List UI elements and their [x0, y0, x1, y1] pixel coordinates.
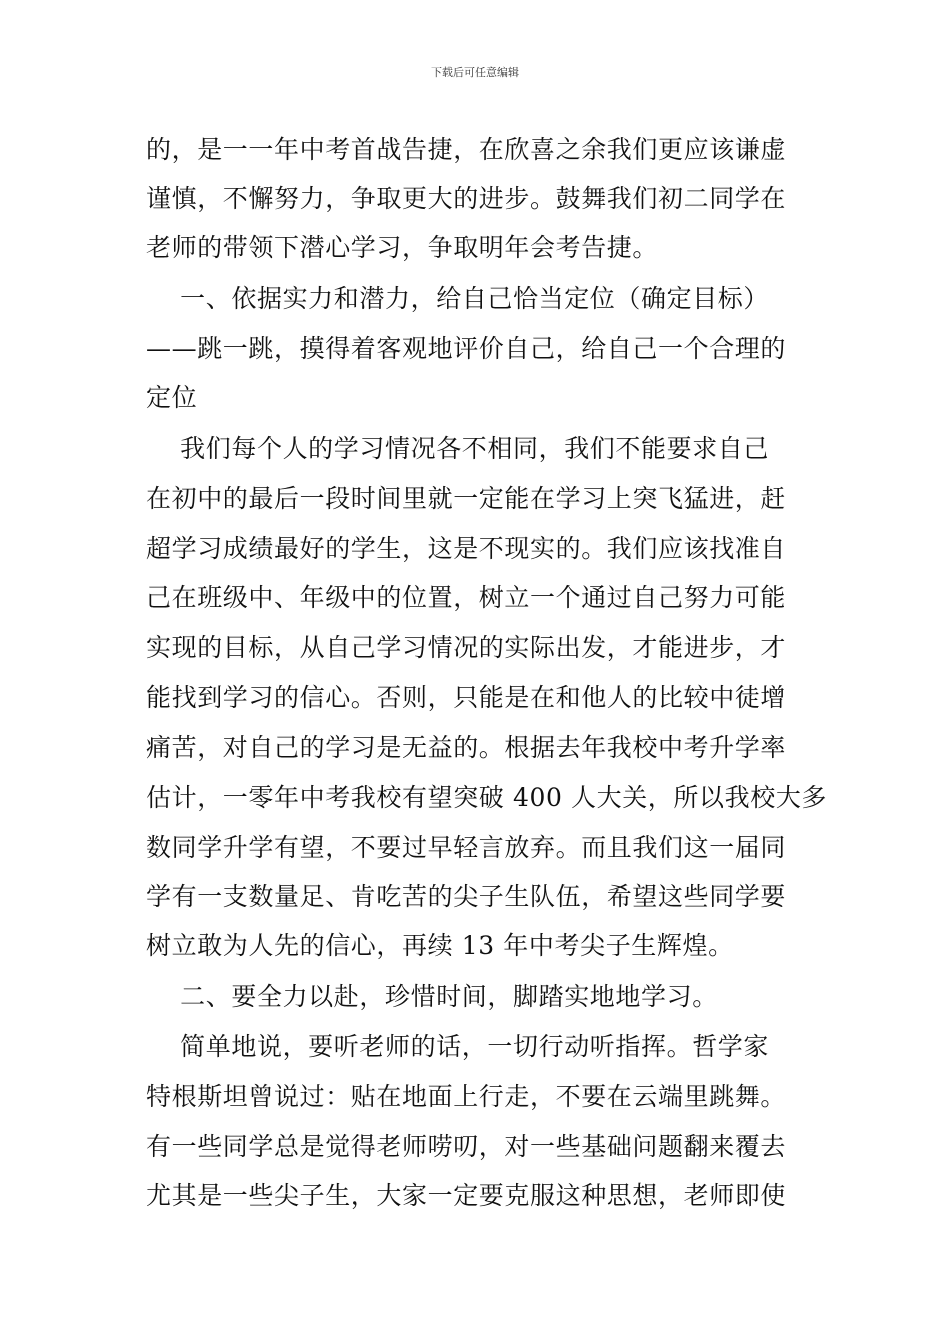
- body-line: 有一些同学总是觉得老师唠叨，对一些基础问题翻来覆去: [146, 1132, 787, 1161]
- body-line: 老师的带领下潜心学习，争取明年会考告捷。: [146, 233, 659, 262]
- body-line: 谨慎，不懈努力，争取更大的进步。鼓舞我们初二同学在: [146, 184, 787, 213]
- body-line: 我们每个人的学习情况各不相同，我们不能要求自己: [146, 434, 769, 463]
- body-line: 痛苦，对自己的学习是无益的。根据去年我校中考升学率: [146, 733, 787, 762]
- body-line: 实现的目标，从自己学习情况的实际出发，才能进步，才: [146, 633, 787, 662]
- body-line: 树立敢为人先的信心，再续 13 年中考尖子生辉煌。: [146, 931, 734, 960]
- body-line: 定位: [146, 383, 198, 412]
- body-line: 简单地说，要听老师的话，一切行动听指挥。哲学家: [146, 1032, 769, 1061]
- heading-one: 一、依据实力和潜力，给自己恰当定位（确定目标）: [146, 284, 769, 313]
- body-line: 的，是一一年中考首战告捷，在欣喜之余我们更应该谦虚: [146, 135, 787, 164]
- body-line: 在初中的最后一段时间里就一定能在学习上突飞猛进，赶: [146, 484, 787, 513]
- body-line: ——跳一跳，摸得着客观地评价自己，给自己一个合理的: [146, 334, 787, 363]
- body-line: 特根斯坦曾说过：贴在地面上行走，不要在云端里跳舞。: [146, 1082, 787, 1111]
- body-line: 学有一支数量足、肯吃苦的尖子生队伍，希望这些同学要: [146, 882, 787, 911]
- heading-two: 二、要全力以赴，珍惜时间，脚踏实地地学习。: [146, 982, 718, 1011]
- body-line: 数同学升学有望，不要过早轻言放弃。而且我们这一届同: [146, 833, 787, 862]
- body-line: 尤其是一些尖子生，大家一定要克服这种思想，老师即使: [146, 1181, 787, 1210]
- body-line: 超学习成绩最好的学生，这是不现实的。我们应该找准自: [146, 534, 787, 563]
- body-line: 己在班级中、年级中的位置，树立一个通过自己努力可能: [146, 583, 787, 612]
- body-line: 估计，一零年中考我校有望突破 400 人大关，所以我校大多: [146, 783, 828, 812]
- body-line: 能找到学习的信心。否则，只能是在和他人的比较中徒增: [146, 683, 787, 712]
- page-header: 下载后可任意编辑: [431, 66, 519, 79]
